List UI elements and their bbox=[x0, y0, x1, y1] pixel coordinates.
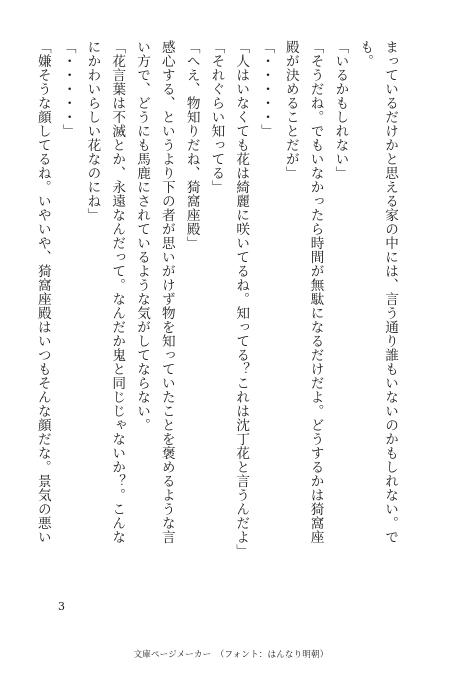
vertical-text-body bbox=[34, 40, 402, 580]
text-line: 「・・・・・」 bbox=[59, 40, 76, 138]
text-line: 感心する、というより下の者が思いがけず物を知っていたことを褒めるような言 bbox=[158, 40, 175, 544]
text-line: 「いるかもしれない」 bbox=[332, 40, 349, 180]
text-line: 「花言葉は不滅とか、永遠なんだって。なんだか鬼と同じじゃないか？。こんな bbox=[109, 40, 126, 544]
text-line: 「・・・・・」 bbox=[258, 40, 275, 138]
text-line: い方で、どうにも馬鹿にされているような気がしてならない。 bbox=[134, 40, 151, 432]
text-line: まっているだけかと思える家の中には、言う通り誰もいないのかもしれない。で bbox=[382, 40, 398, 544]
text-line: も。 bbox=[357, 40, 374, 68]
page-number: 3 bbox=[58, 600, 65, 613]
text-line: 「人はいなくても花は綺麗に咲いてるね。知ってる？これは沈丁花と言うんだよ」 bbox=[233, 40, 250, 558]
text-line: 「それぐらい知ってる」 bbox=[208, 40, 225, 194]
text-line: 「へえ、物知りだね、猗窩座殿」 bbox=[183, 40, 200, 250]
text-line: 殿が決めることだが」 bbox=[282, 40, 299, 180]
text-line: 「嫌そうな顔してるね。いやいや、猗窩座殿はいつもそんな顔だな。景気の悪い bbox=[34, 40, 51, 544]
footer-caption: 文庫ページメーカー （フォント：はんなり明朝） bbox=[133, 650, 329, 660]
text-line: にかわいらしい花なのにね」 bbox=[84, 40, 101, 222]
text-line: 「そうだね。でもいなかったら時間が無駄になるだけだよ。どうするかは猗窩座 bbox=[307, 40, 324, 544]
